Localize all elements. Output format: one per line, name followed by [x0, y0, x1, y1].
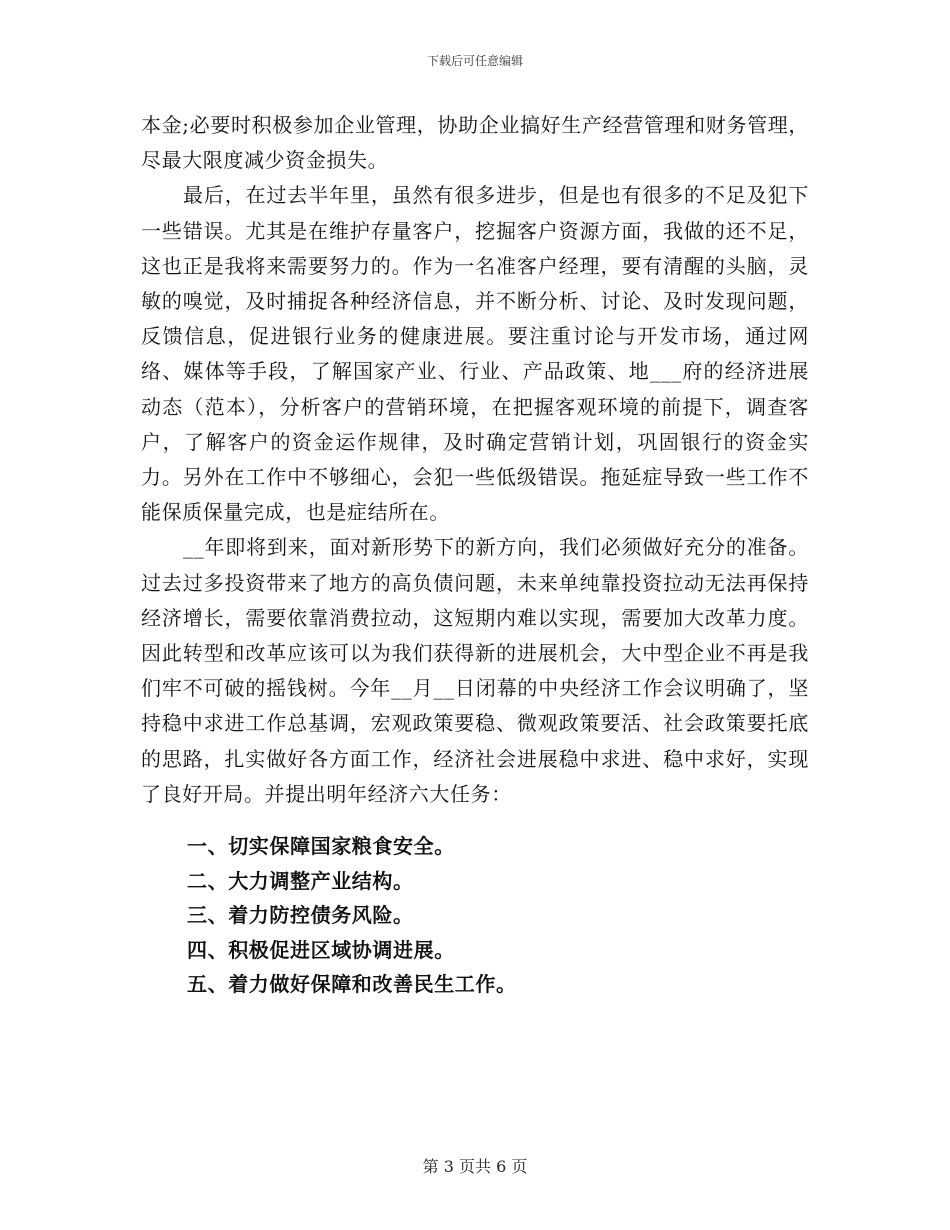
- page-header: 下载后可任意编辑: [426, 54, 523, 68]
- task-item-2: 二、大力调整产业结构。: [187, 868, 414, 893]
- task-item-5: 五、着力做好保障和改善民生工作。: [187, 972, 517, 997]
- page-footer: 第 3 页共 6 页: [422, 1157, 528, 1176]
- paragraph-2: 最后，在过去半年里，虽然有很多进步，但是也有很多的不足及犯下一些错误。尤其是在维护存量客户，挖掘客户资源方面，我做的还不足，这也正是我将来需要努力的。作为一名准客户经理，要有清醒的头脑，灵敏的嗅觉，及时捕捉各种经济信息，并不断分析、讨论、及时发现问题，反馈信息，促进银行业务的健康进展。要注重讨论与开发市场，通过网络、媒体等手段，了解国家产业、行业、产品政策、地___府的经济进展动态（范本），分析客户的营销环境，在把握客观环境的前提下，调查客户，了解客户的资金运作规律，及时确定营销计划，巩固银行的资金实力。另外在工作中不够细心，会犯一些低级错误。拖延症导致一些工作不能保质保量完成，也是症结所在。: [141, 183, 809, 525]
- paragraph-3: __年即将到来，面对新形势下的新方向，我们必须做好充分的准备。过去过多投资带来了地方的高负债问题，未来单纯靠投资拉动无法再保持经济增长，需要依靠消费拉动，这短期内难以实现，需要加大改革力度。因此转型和改革应该可以为我们获得新的进展机会，大中型企业不再是我们牢不可破的摇钱树。今年__月__日闭幕的中央经济工作会议明确了，坚持稳中求进工作总基调，宏观政策要稳、微观政策要活、社会政策要托底的思路，扎实做好各方面工作，经济社会进展稳中求进、稳中求好，实现了良好开局。并提出明年经济六大任务：: [141, 535, 809, 806]
- paragraph-1: 本金;必要时积极参加企业管理，协助企业搞好生产经营管理和财务管理，尽最大限度减少资金损失。: [141, 113, 809, 173]
- document-body: [141, 108, 809, 1002]
- task-item-4: 四、积极促进区域协调进展。: [187, 937, 455, 962]
- task-item-3: 三、着力防控债务风险。: [187, 903, 414, 928]
- task-list: [141, 829, 809, 1002]
- task-item-1: 一、切实保障国家粮食安全。: [187, 834, 455, 859]
